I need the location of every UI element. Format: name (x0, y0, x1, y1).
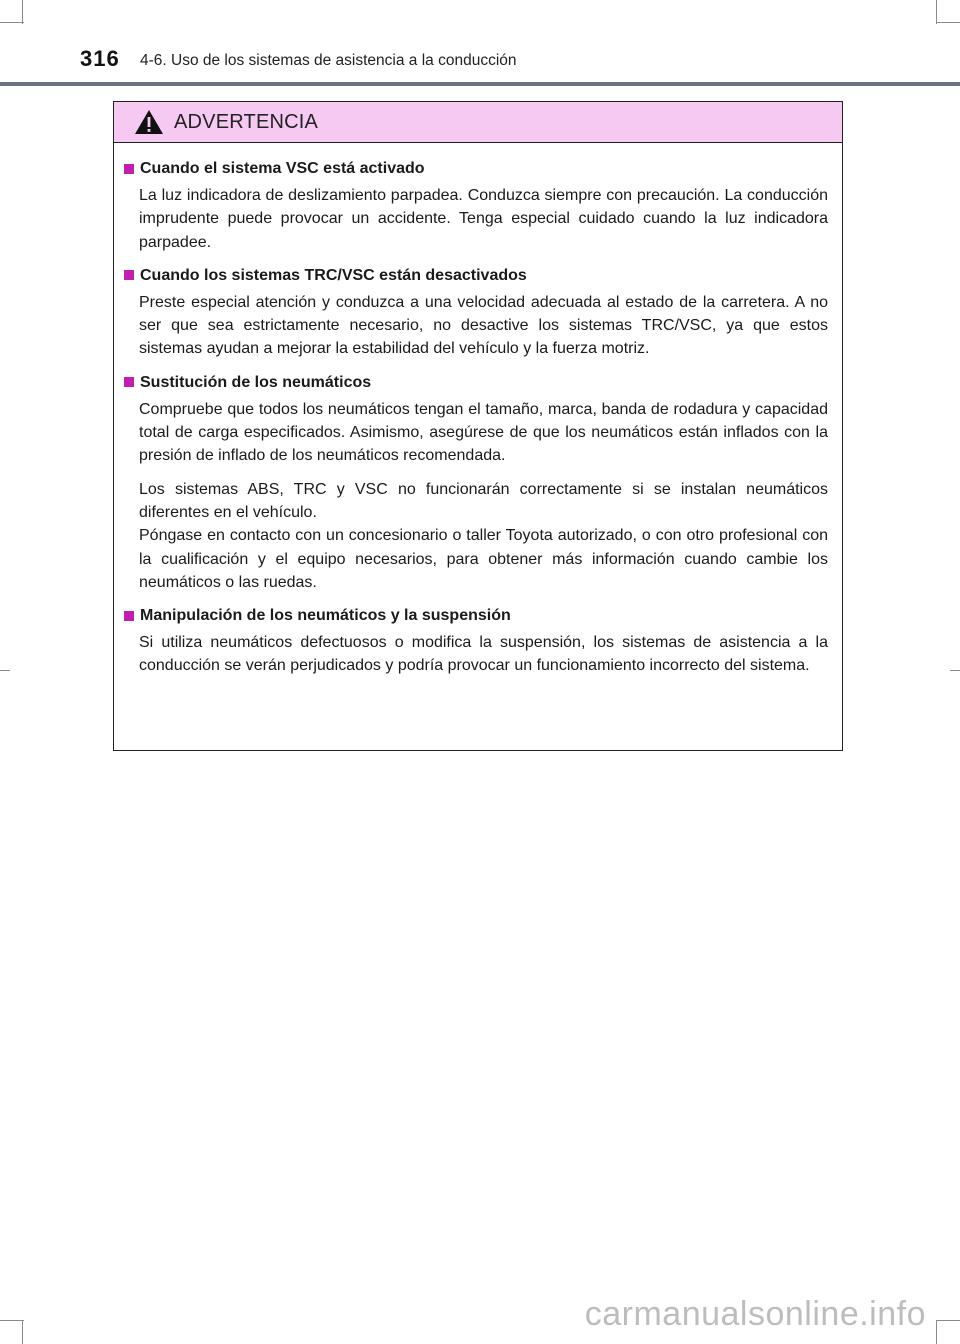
square-bullet-icon (124, 164, 134, 174)
crop-mark (936, 1320, 960, 1321)
item-heading-text: Sustitución de los neumáticos (140, 373, 372, 391)
warning-header (114, 102, 842, 143)
item-heading (124, 604, 828, 627)
warning-item (124, 157, 828, 254)
item-paragraph: La luz indicadora de deslizamiento parpadea. Conduzca siempre con precaución. La conducción imprudente puede provocar un accidente. Tenga especial cuidado cuando la luz indicadora parpadee. (139, 187, 828, 251)
section-title: 4-6. Uso de los sistemas de asistencia a la conducción (140, 52, 517, 69)
item-heading-text: Manipulación de los neumáticos y la suspensión (140, 607, 511, 625)
item-heading-text: Cuando los sistemas TRC/VSC están desactivados (140, 266, 527, 284)
warning-triangle-icon (134, 109, 164, 135)
page-number: 316 (80, 46, 120, 71)
item-paragraph: Si utiliza neumáticos defectuosos o modifica la suspensión, los sistemas de asistencia a la conducción se verán perjudicados y podría provocar un funcionamiento incorrecto del sistema. (139, 634, 828, 675)
crop-mark (0, 22, 24, 23)
item-paragraph-line: Los sistemas ABS, TRC y VSC no funcionarán correctamente si se instalan neumáticos diferentes en el vehículo. (139, 480, 828, 521)
warning-item (124, 371, 828, 594)
item-paragraph: Preste especial atención y conduzca a una velocidad adecuada al estado de la carretera. A no ser que sea estrictamente necesario, no desactive los sistemas TRC/VSC, ya que estos sistemas ayudan a mejorar la estabilidad del vehículo y la fuerza motriz. (139, 293, 828, 358)
header-divider (0, 82, 960, 86)
square-bullet-icon (124, 270, 134, 280)
item-heading (124, 157, 828, 180)
crop-mark (936, 22, 960, 23)
crop-mark (22, 0, 23, 24)
item-heading (124, 371, 828, 394)
crop-mark (0, 1320, 24, 1321)
warning-item (124, 264, 828, 361)
item-paragraph (139, 478, 828, 594)
item-paragraph-line: Póngase en contacto con un concesionario o taller Toyota autorizado, o con otro profesional con la cualificación y el equipo necesarios, para obtener más información cuando cambie los neumáticos o las ruedas. (139, 527, 828, 591)
crop-mark (22, 1320, 23, 1344)
item-paragraph: Compruebe que todos los neumáticos tengan el tamaño, marca, banda de rodadura y capacidad total de carga especificados. Asimismo, asegúrese de que los neumáticos están inflados con la presión de inflado de los neumáticos recomendada. (139, 400, 828, 465)
watermark: carmanualsonline.info (584, 1295, 926, 1333)
square-bullet-icon (124, 377, 134, 387)
crop-mark (936, 1320, 937, 1344)
item-heading-text: Cuando el sistema VSC está activado (140, 160, 425, 177)
square-bullet-icon (124, 611, 134, 621)
warning-item (124, 604, 828, 678)
crop-mark (0, 670, 10, 671)
crop-mark (950, 670, 960, 671)
warning-box (113, 101, 843, 751)
warning-body (114, 143, 842, 678)
crop-mark (936, 0, 937, 24)
item-heading (124, 264, 828, 287)
warning-title: ADVERTENCIA (174, 110, 319, 133)
